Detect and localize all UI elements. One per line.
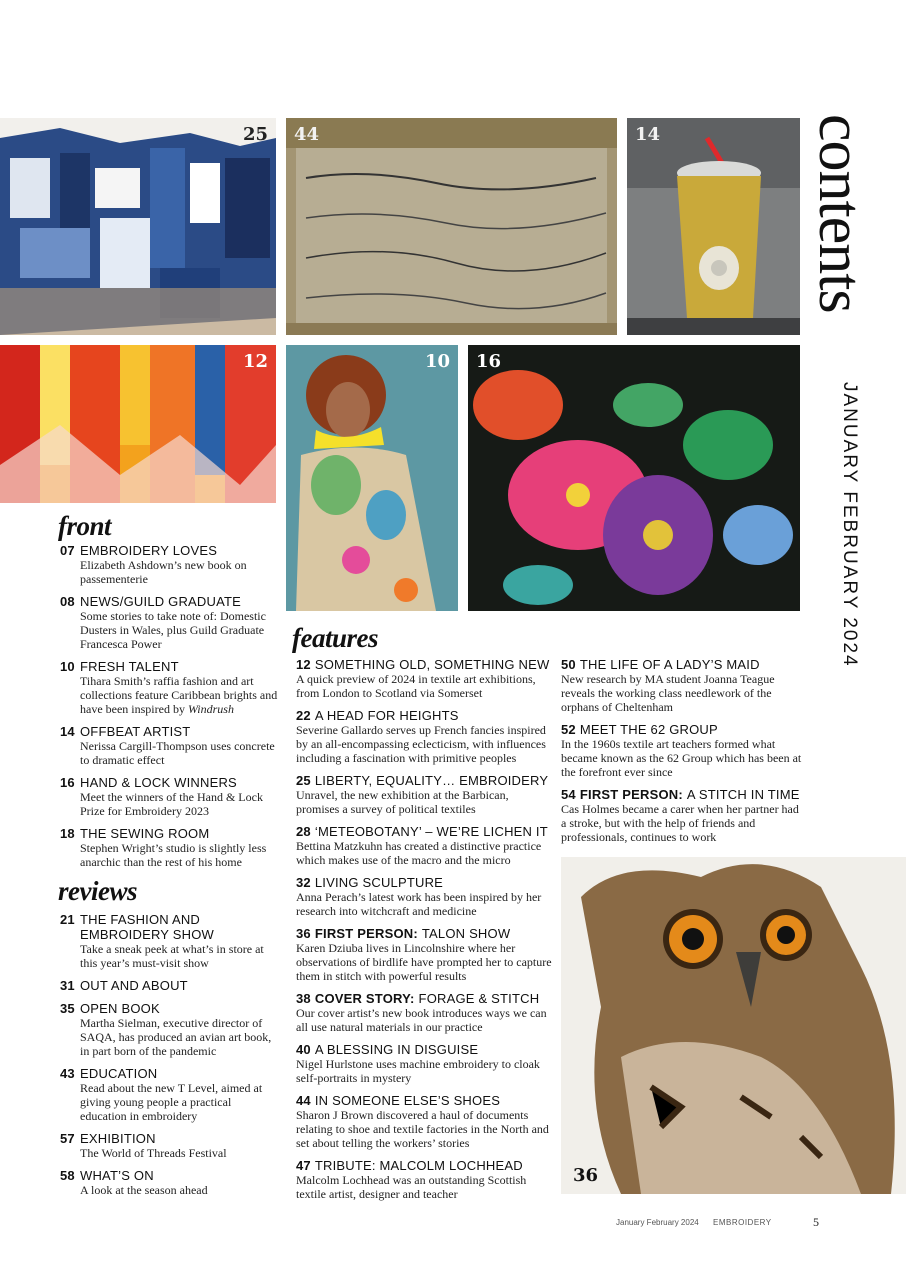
- page-ref-10: 10: [424, 351, 450, 372]
- list-item[interactable]: 07 EMBROIDERY LOVES Elizabeth Ashdown’s new book on passementerie: [60, 543, 247, 586]
- photo-owl-stitch: [561, 857, 906, 1194]
- list-item[interactable]: 35 OPEN BOOK Martha Sielman, executive director of SAQA, has produced an avian art book, in part born of the pandemic: [60, 1001, 272, 1058]
- features-list-col1: [296, 657, 552, 1209]
- page-ref-44: 44: [294, 124, 320, 145]
- page-ref-12: 12: [242, 351, 268, 372]
- list-item[interactable]: 08 NEWS/GUILD GRADUATE Some stories to take note of: Domestic Dusters in Wales, plus Guild Graduate Francesca Power: [60, 594, 266, 651]
- photo-textile-cup: [627, 118, 800, 335]
- page-ref-14: 14: [635, 124, 661, 145]
- photo-raffia-jacket: [286, 345, 458, 611]
- footer-magazine: EMBROIDERY: [713, 1218, 772, 1227]
- list-item[interactable]: 36 FIRST PERSON: TALON SHOW Karen Dziuba lives in Lincolnshire where her observations of birdlife have prompted her to capture them in stitch with powerful results: [296, 926, 552, 983]
- floral-embroidery-image: [468, 345, 800, 611]
- list-item[interactable]: 10 FRESH TALENT Tihara Smith’s raffia fashion and art collections feature Caribbean brights and have been inspired by Windrush: [60, 659, 278, 716]
- textile-cup-image: [627, 118, 800, 335]
- list-item[interactable]: 16 HAND & LOCK WINNERS Meet the winners of the Hand & Lock Prize for Embroidery 2023: [60, 775, 263, 818]
- list-item[interactable]: 14 OFFBEAT ARTIST Nerissa Cargill-Thompson uses concrete to dramatic effect: [60, 724, 275, 767]
- contents-title: contents: [806, 114, 874, 313]
- list-item[interactable]: 22 A HEAD FOR HEIGHTS Severine Gallardo serves up French fancies inspired by an all-encompassing eclecticism, with influences including a fascination with primitive peoples: [296, 708, 546, 765]
- list-item[interactable]: 43 EDUCATION Read about the new T Level, aimed at giving young people a practical education in embroidery: [60, 1066, 263, 1123]
- front-list: [60, 543, 278, 877]
- photo-colourful-threads: [0, 345, 276, 503]
- aged-document-image: [286, 118, 617, 335]
- list-item[interactable]: 40 A BLESSING IN DISGUISE Nigel Hurlstone uses machine embroidery to cloak self-portraits in mystery: [296, 1042, 540, 1085]
- list-item[interactable]: 52 MEET THE 62 GROUP In the 1960s textile art teachers formed what became known as the 62 Group which has been at the forefront ever since: [561, 722, 802, 779]
- owl-stitch-image: [561, 857, 906, 1194]
- list-item[interactable]: 32 LIVING SCULPTURE Anna Perach’s latest work has been inspired by her research into witchcraft and medicine: [296, 875, 542, 918]
- list-item[interactable]: 18 THE SEWING ROOM Stephen Wright’s studio is slightly less anarchic than the rest of his home: [60, 826, 267, 869]
- page-ref-25: 25: [242, 124, 268, 145]
- blue-patchwork-image: [0, 118, 276, 335]
- photo-blue-patchwork: [0, 118, 276, 335]
- list-item[interactable]: 31 OUT AND ABOUT: [60, 978, 188, 993]
- reviews-heading: reviews: [58, 876, 137, 906]
- reviews-list: [60, 912, 278, 1205]
- list-item[interactable]: 47 TRIBUTE: MALCOLM LOCHHEAD Malcolm Lochhead was an outstanding Scottish textile artist, designer and teacher: [296, 1158, 527, 1201]
- features-list-col2: [561, 657, 806, 852]
- page-ref-16: 16: [476, 351, 502, 372]
- list-item[interactable]: 58 WHAT’S ON A look at the season ahead: [60, 1168, 208, 1197]
- issue-date: JANUARY FEBRUARY 2024: [839, 382, 860, 668]
- list-item[interactable]: 12 SOMETHING OLD, SOMETHING NEW A quick preview of 2024 in textile art exhibitions, from London to Scotland via Somerset: [296, 657, 550, 700]
- list-item[interactable]: 25 LIBERTY, EQUALITY… EMBROIDERY Unravel, the new exhibition at the Barbican, promises a survey of political textiles: [296, 773, 549, 816]
- photo-aged-document: [286, 118, 617, 335]
- colourful-threads-image: [0, 345, 276, 503]
- list-item[interactable]: 54 FIRST PERSON: A STITCH IN TIME Cas Holmes became a carer when her partner had a stroke, but with the help of friends and professionals, continues to work: [561, 787, 800, 844]
- list-item[interactable]: 21 THE FASHION AND EMBROIDERY SHOW Take a sneak peek at what’s in store at this year’s must-visit show: [60, 912, 264, 970]
- front-heading: front: [58, 511, 112, 541]
- photo-floral-embroidery: [468, 345, 800, 611]
- list-item[interactable]: 44 IN SOMEONE ELSE’S SHOES Sharon J Brown discovered a haul of documents relating to shoe and textile factories in the North and set about telling the workers’ stories: [296, 1093, 549, 1150]
- footer-issue: January February 2024: [616, 1218, 699, 1227]
- features-heading: features: [292, 623, 378, 653]
- list-item[interactable]: 38 COVER STORY: FORAGE & STITCH Our cover artist’s new book introduces ways we can all use natural materials in our practice: [296, 991, 547, 1034]
- raffia-jacket-image: [286, 345, 458, 611]
- list-item[interactable]: 28 ‘METEOBOTANY’ – WE’RE LICHEN IT Bettina Matzkuhn has created a distinctive practice which makes use of the macro and the micro: [296, 824, 548, 867]
- list-item[interactable]: 57 EXHIBITION The World of Threads Festival: [60, 1131, 227, 1160]
- list-item[interactable]: 50 THE LIFE OF A LADY’S MAID New research by MA student Joanna Teague reveals the working class needlework of the orphans of Cheltenham: [561, 657, 775, 714]
- page-number: 5: [813, 1215, 819, 1229]
- page-ref-36: 36: [573, 1165, 599, 1186]
